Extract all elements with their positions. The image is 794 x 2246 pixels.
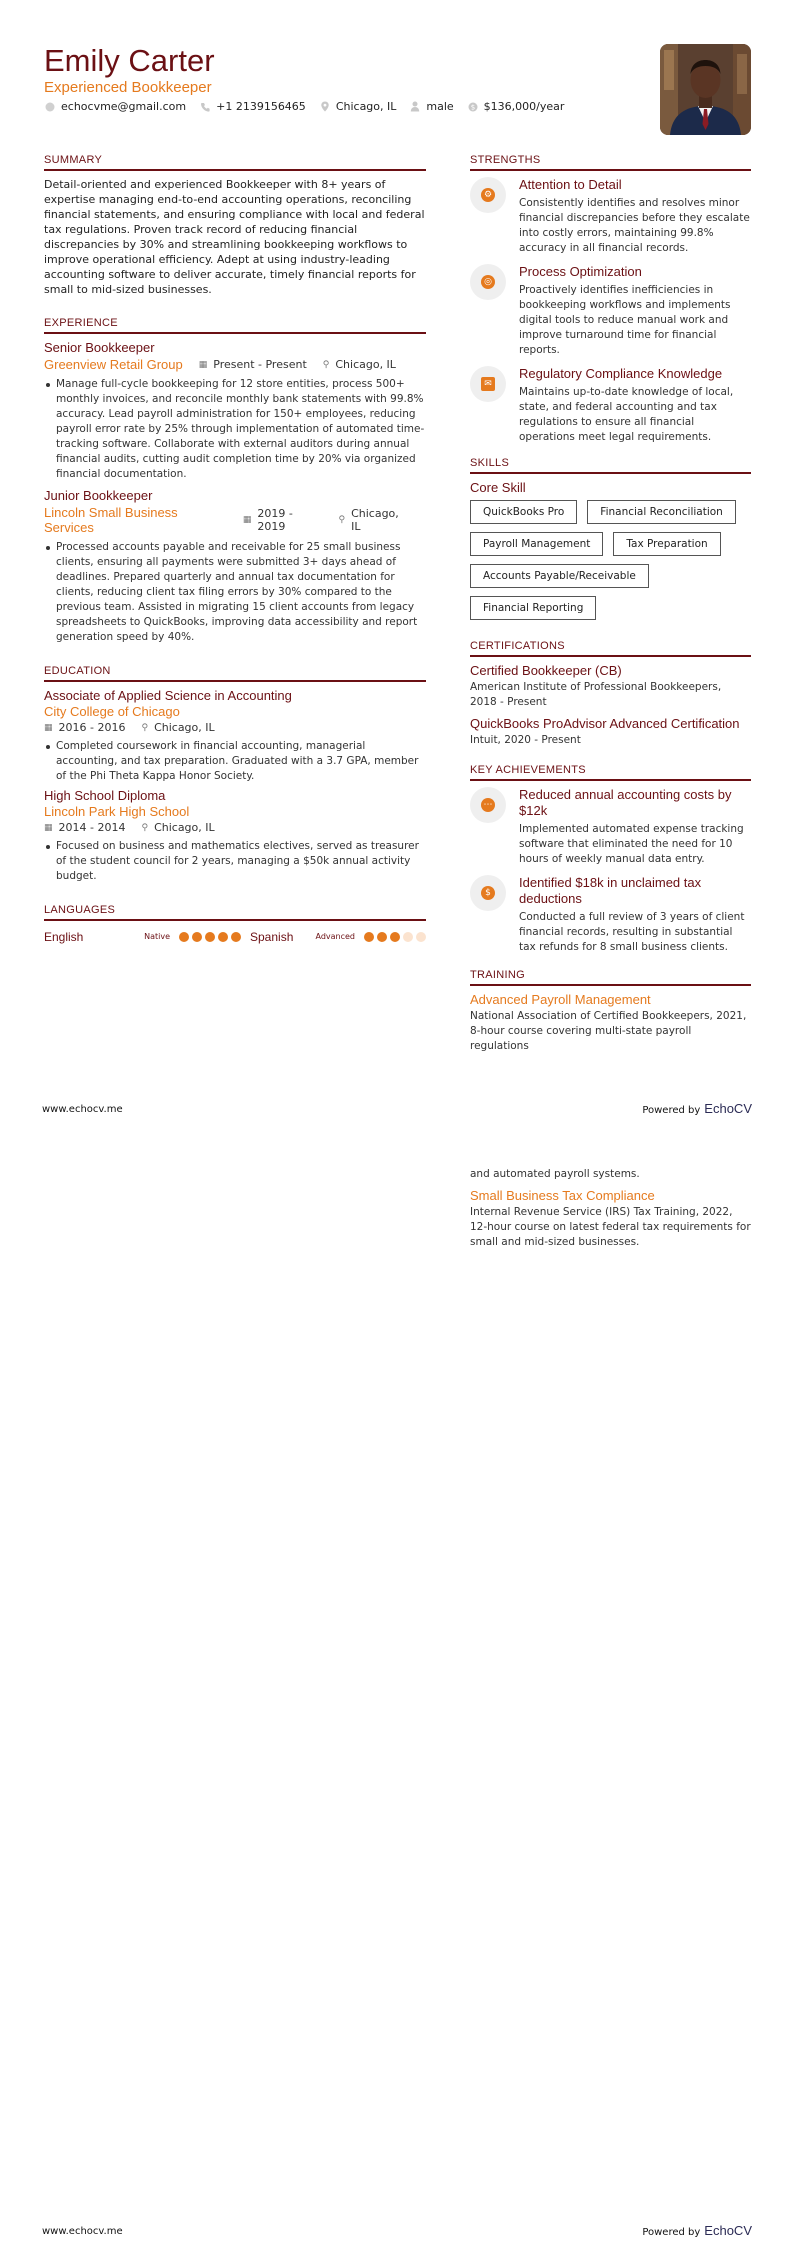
summary-heading: SUMMARY — [44, 154, 426, 171]
calendar-icon: ▦ — [44, 822, 53, 833]
target-icon: ◎ — [470, 264, 506, 300]
rating-dot — [364, 932, 374, 942]
skills-section — [470, 457, 751, 628]
user-icon — [409, 101, 421, 113]
achievement-item — [470, 787, 751, 867]
certification-name: Certified Bookkeeper (CB) — [470, 663, 622, 678]
calendar-icon: ▦ — [242, 515, 252, 525]
language-item — [44, 927, 241, 946]
training-detail-continued: and automated payroll systems. — [470, 1168, 640, 1180]
education-dates: 2014 - 2014 — [58, 821, 126, 834]
job-title: Junior Bookkeeper — [44, 488, 153, 503]
candidate-name: Emily Carter — [44, 43, 215, 78]
achievement-item — [470, 875, 751, 955]
experience-heading: EXPERIENCE — [44, 317, 426, 334]
email-icon — [44, 101, 56, 113]
profile-photo — [660, 44, 751, 135]
location-pin-icon: ⚲ — [322, 359, 330, 370]
education-section — [44, 665, 426, 884]
contact-email[interactable]: echocvme@gmail.com — [44, 100, 186, 113]
education-dates: 2016 - 2016 — [58, 721, 126, 734]
language-name: English — [44, 929, 84, 944]
language-level: Native — [144, 932, 170, 941]
certification-detail: Intuit, 2020 - Present — [470, 734, 581, 746]
achievement-description: Implemented automated expense tracking software that eliminated the need for 10 hours of weekly manual data entry. — [519, 823, 744, 865]
skill-tag: QuickBooks Pro — [470, 500, 577, 524]
left-column — [44, 154, 426, 946]
contact-location: Chicago, IL — [319, 100, 397, 113]
language-rating — [361, 927, 426, 946]
training-section — [470, 969, 751, 1054]
svg-text:$: $ — [470, 103, 475, 111]
achievement-title: Identified $18k in unclaimed tax deductions — [519, 875, 702, 906]
right-column-continued — [470, 1165, 751, 1250]
degree-name: High School Diploma — [44, 788, 166, 803]
envelope-icon: ✉ — [470, 366, 506, 402]
certifications-section — [470, 640, 751, 748]
certification-detail: American Institute of Professional Bookkeepers, 2018 - Present — [470, 681, 722, 708]
location-pin-icon — [319, 101, 331, 113]
language-item — [241, 927, 426, 946]
money-icon — [467, 101, 479, 113]
rating-dot — [377, 932, 387, 942]
achievement-title: Reduced annual accounting costs by $12k — [519, 787, 732, 818]
location-pin-icon: ⚲ — [141, 822, 149, 833]
job-description: Processed accounts payable and receivable for 25 small business clients, ensuring all payments were submitted 3+ days ahead of deadlines. Prepared quarterly and annual tax documentation for clients, reducing client tax filing errors by 30% compared to the previous team. Assisted in migrating 15 client accounts from legacy spreadsheets to QuickBooks, improving data accessibility and report generation speed by 40%. — [44, 540, 426, 645]
school-name: City College of Chicago — [44, 704, 180, 719]
skills-subheading: Core Skill — [470, 480, 526, 495]
training-name: Small Business Tax Compliance — [470, 1188, 655, 1203]
experience-item — [44, 488, 426, 645]
education-heading: EDUCATION — [44, 665, 426, 682]
strength-item — [470, 366, 751, 445]
footer-site-link[interactable]: www.echocv.me — [42, 1104, 123, 1115]
skill-tag: Tax Preparation — [613, 532, 720, 556]
training-heading: TRAINING — [470, 969, 751, 986]
job-description: Manage full-cycle bookkeeping for 12 store entities, process 500+ monthly invoices, and reconcile monthly bank statements with 99.8% accuracy. Lead payroll administration for 150+ employees, reducing payroll error rate by 25% through implementation of automated time-tracking software. Collaborate with external auditors during annual financial audits, cutting audit completion time by 20% via organized financial documentation. — [44, 377, 426, 482]
job-title: Senior Bookkeeper — [44, 340, 155, 355]
footer-site-link[interactable]: www.echocv.me — [42, 2226, 123, 2237]
language-rating — [176, 927, 241, 946]
strength-item — [470, 264, 751, 358]
skill-tag: Accounts Payable/Receivable — [470, 564, 649, 588]
certification-name: QuickBooks ProAdvisor Advanced Certification — [470, 716, 740, 731]
education-item — [44, 688, 426, 784]
location-pin-icon: ⚲ — [338, 515, 346, 525]
footer-powered-by[interactable]: Powered by EchoCV — [642, 1101, 752, 1116]
company-name: Lincoln Small Business Services — [44, 505, 178, 535]
resume-page-2 — [0, 1123, 794, 2246]
strengths-heading: STRENGTHS — [470, 154, 751, 171]
education-description: Completed coursework in financial accounting, managerial accounting, and tax preparation. Graduated with a 3.7 GPA, member of the Phi Theta Kappa Honor Society. — [44, 739, 426, 784]
language-level: Advanced — [315, 932, 355, 941]
strength-title: Regulatory Compliance Knowledge — [519, 366, 723, 381]
rating-dot — [403, 932, 413, 942]
strength-description: Proactively identifies inefficiencies in bookkeeping workflows and implements digital tools to reduce manual work and improve turnaround time for financial reports. — [519, 284, 731, 356]
contact-bar — [44, 100, 577, 113]
rating-dot — [205, 932, 215, 942]
phone-icon — [199, 101, 211, 113]
training-detail: National Association of Certified Bookkeepers, 2021, 8-hour course covering multi-state payroll regulations — [470, 1010, 747, 1052]
skill-tag: Payroll Management — [470, 532, 603, 556]
ellipsis-icon: ⋯ — [470, 787, 506, 823]
strength-description: Consistently identifies and resolves minor financial discrepancies before they escalate into costly errors, maintaining 99.8% accuracy in all financial records. — [519, 197, 750, 254]
school-name: Lincoln Park High School — [44, 804, 190, 819]
rating-dot — [231, 932, 241, 942]
calendar-icon: ▦ — [198, 359, 208, 370]
strengths-section — [470, 154, 751, 445]
education-location: Chicago, IL — [154, 821, 215, 834]
job-location: Chicago, IL — [335, 358, 396, 371]
languages-heading: LANGUAGES — [44, 904, 426, 921]
job-dates: 2019 - 2019 — [257, 507, 293, 533]
candidate-role: Experienced Bookkeeper — [44, 79, 212, 96]
experience-section — [44, 317, 426, 645]
rating-dot — [192, 932, 202, 942]
contact-gender: male — [409, 100, 453, 113]
calendar-icon: ▦ — [44, 722, 53, 733]
rating-dot — [390, 932, 400, 942]
summary-section — [44, 154, 426, 297]
degree-name: Associate of Applied Science in Accounting — [44, 688, 292, 703]
footer-powered-by[interactable]: Powered by EchoCV — [642, 2223, 752, 2238]
skill-tags — [470, 500, 751, 628]
job-dates: Present - Present — [213, 358, 307, 371]
certifications-heading: CERTIFICATIONS — [470, 640, 751, 657]
language-name: Spanish — [250, 929, 294, 944]
contact-phone[interactable]: +1 2139156465 — [199, 100, 306, 113]
job-location: Chicago, IL — [351, 507, 399, 533]
languages-section — [44, 904, 426, 946]
skills-heading: SKILLS — [470, 457, 751, 474]
rating-dot — [416, 932, 426, 942]
right-column — [470, 154, 751, 1054]
experience-item — [44, 340, 426, 482]
brand-logo: EchoCV — [704, 1101, 752, 1116]
company-name: Greenview Retail Group — [44, 357, 183, 372]
strength-title: Attention to Detail — [519, 177, 622, 192]
skill-tag: Financial Reconciliation — [587, 500, 736, 524]
skill-tag: Financial Reporting — [470, 596, 596, 620]
strength-description: Maintains up-to-date knowledge of local, state, and federal accounting and tax regulations to ensure all financial operations meet legal requirements. — [519, 386, 734, 443]
achievement-description: Conducted a full review of 3 years of client financial records, resulting in substantial tax refunds for 8 small business clients. — [519, 911, 745, 953]
location-pin-icon: ⚲ — [141, 722, 149, 733]
education-item — [44, 788, 426, 884]
achievements-section — [470, 764, 751, 955]
training-name: Advanced Payroll Management — [470, 992, 651, 1007]
education-location: Chicago, IL — [154, 721, 215, 734]
contact-salary: $ $136,000/year — [467, 100, 565, 113]
education-description: Focused on business and mathematics electives, served as treasurer of the student council for 2 years, managing a $50k annual activity budget. — [44, 839, 426, 884]
dollar-icon: $ — [470, 875, 506, 911]
summary-text: Detail-oriented and experienced Bookkeeper with 8+ years of expertise managing end-to-end accounting operations, reconciling financial statements, and ensuring compliance with local and federal tax regulations. Proven track record of reducing financial discrepancies by 30% and streamlining bookkeeping workflows to improve operational efficiency. Adept at using industry-leading accounting software to deliver accurate, timely financial reports for small to mid-sized businesses. — [44, 178, 425, 296]
achievements-heading: KEY ACHIEVEMENTS — [470, 764, 751, 781]
strength-item — [470, 177, 751, 256]
brand-logo: EchoCV — [704, 2223, 752, 2238]
rating-dot — [218, 932, 228, 942]
strength-title: Process Optimization — [519, 264, 642, 279]
training-detail: Internal Revenue Service (IRS) Tax Training, 2022, 12-hour course on latest federal tax requirements for small and mid-sized businesses. — [470, 1206, 751, 1248]
gear-icon: ⚙ — [470, 177, 506, 213]
rating-dot — [179, 932, 189, 942]
